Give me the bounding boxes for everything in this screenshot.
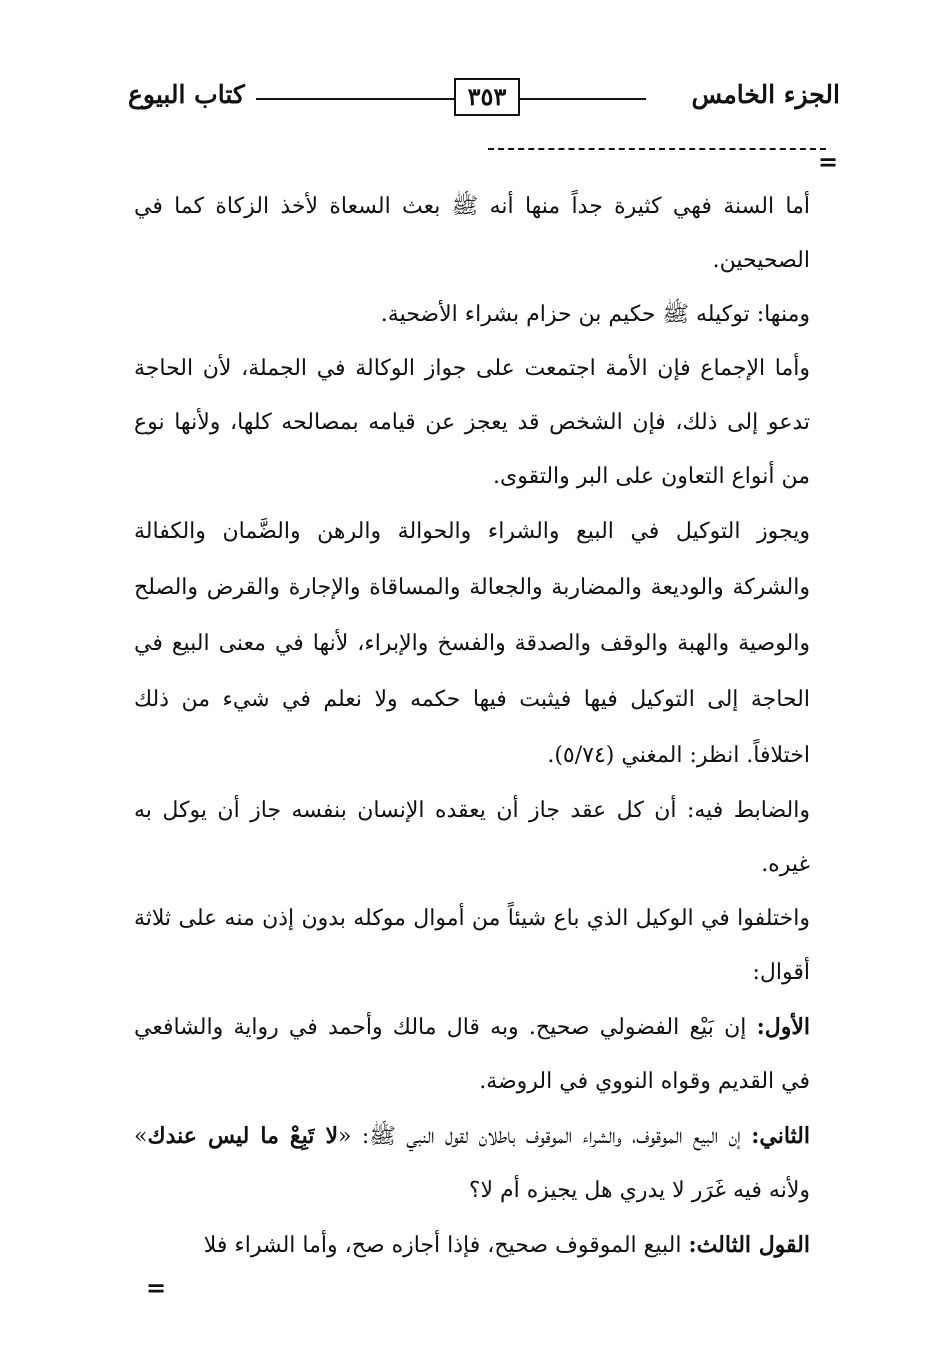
paragraph-first-opinion: [134, 1000, 810, 1109]
paragraph-ijma: وأما الإجماع فإن الأمة اجتمعت على جواز الوكالة في الجملة، لأن الحاجة تدعو إلى ذلك، فإن الشخص قد يعجز عن قيامه بمصالحه كلها، ولأنها نوع من أنواع التعاون على البر والتقوى.: [134, 356, 810, 489]
opinion-label: الأول:: [756, 1014, 810, 1040]
paragraph-scope: ويجوز التوكيل في البيع والشراء والحوالة والرهن والضَّمان والكفالة والشركة والوديعة والمضاربة والجعالة والمساقاة والإجارة والقرض والصلح والوصية والهبة والوقف والصدقة والفسخ والإبراء، لأنها في معنى البيع في الحاجة إلى التوكيل فيها فيثبت فيها حكمه ولا نعلم في شيء من ذلك اختلافاً. انظر: المغني (٥/٧٤).: [134, 519, 810, 768]
paragraph-sunnah: أما السنة فهي كثيرة جداً منها أنه ﷺ بعث السعاة لأخذ الزكاة كما في الصحيحين.: [134, 194, 810, 273]
page-header: [128, 78, 840, 128]
opinion-text-after: » ولأنه فيه غَرَر لا يدري هل يجيزه أم لا؟: [134, 1124, 810, 1203]
paragraph-disagreement: واختلفوا في الوكيل الذي باع شيئاً من أموال موكله بدون إذن منه على ثلاثة أقوال:: [134, 906, 810, 985]
continuation-mark-bottom: =: [146, 1273, 167, 1302]
volume-title: الجزء الخامس: [691, 80, 840, 109]
paragraph-tawkil: ومنها: توكيله ﷺ حكيم بن حزام بشراء الأضحية.: [380, 302, 810, 327]
footnote-body: [134, 180, 810, 1273]
hadith-quote: لا تَبِعْ ما ليس عندك: [147, 1123, 338, 1149]
opinion-text: إن البيع الموقوف، والشراء الموقوف باطلان لقول النبي ﷺ: «: [338, 1124, 752, 1149]
continuation-mark-top: =: [818, 147, 839, 176]
paragraph-rule: والضابط فيه: أن كل عقد جاز أن يعقده الإنسان بنفسه جاز أن يوكل به غيره.: [134, 798, 810, 877]
opinion-label: الثاني:: [751, 1123, 810, 1149]
opinion-label: القول الثالث:: [688, 1232, 810, 1258]
page-number: ٣٥٣: [454, 78, 520, 116]
paragraph-second-opinion: [134, 1109, 810, 1218]
opinion-text: إن بَيْع الفضولي صحيح. وبه قال مالك وأحمد في رواية والشافعي في القديم وقواه النووي في الروضة.: [134, 1015, 810, 1094]
opinion-text: البيع الموقوف صحيح، فإذا أجازه صح، وأما الشراء فلا: [203, 1233, 689, 1258]
book-title: كتاب البيوع: [128, 80, 245, 109]
paragraph-third-opinion: [134, 1218, 810, 1273]
footnote-separator: [488, 148, 826, 150]
header-rule-left: [256, 98, 456, 100]
header-rule-right: [518, 98, 646, 100]
